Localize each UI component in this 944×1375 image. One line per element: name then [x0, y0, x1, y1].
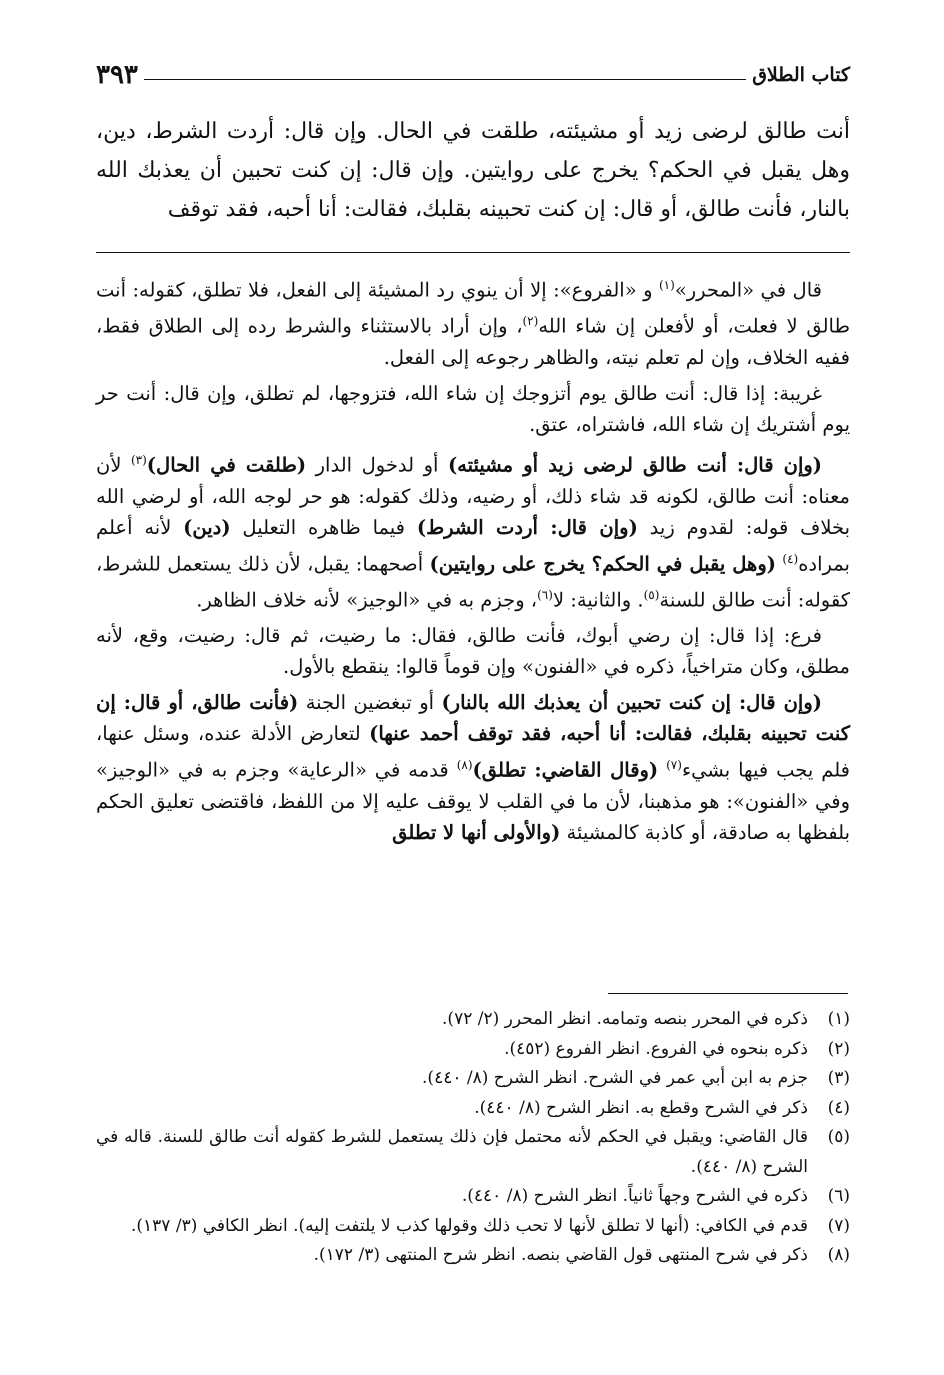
footnote-number: (٥) [827, 1127, 850, 1147]
matn-quote: (طلقت في الحال) [146, 453, 307, 476]
commentary-text: أو تبغضين الجنة [298, 690, 442, 714]
footnote-ref: (٨) [456, 757, 473, 772]
commentary-text: أو لدخول الدار [306, 453, 448, 476]
commentary-paragraph [96, 620, 850, 683]
matn-quote: (وإن قال: إن كنت تحبين أن يعذبك الله بالنار) [441, 690, 822, 714]
footnote [96, 1123, 850, 1182]
matn-quote: (وهل يقبل في الحكم؟ يخرج على روايتين) [429, 552, 776, 575]
commentary-text: ، وإن أراد بالاستثناء والشرط رده إلى الطلاق فقط، ففيه الخلاف، وإن لم تعلم نيته، والظاهر رجوعه إلى الفعل. [96, 314, 850, 369]
footnote-number: (٣) [827, 1068, 850, 1088]
footnote [96, 1094, 850, 1124]
footnote-ref: (٦) [537, 587, 553, 602]
commentary-paragraph [96, 687, 850, 849]
commentary-text [658, 758, 666, 781]
commentary-paragraph [96, 378, 850, 441]
footnote [96, 1035, 850, 1065]
commentary [96, 270, 850, 853]
matn-quote: (فأنت طالق، أو قال: إن كنت تحبينه بقلبك، فقالت: أنا أحبه، فقد توقف أحمد عنها) [96, 690, 850, 745]
matn-separator [96, 252, 850, 253]
matn-quote: (والأولى أنها لا تطلق [392, 821, 561, 844]
footnote-text: ذكر في الشرح وقطع به. انظر الشرح (٨/ ٤٤٠). [474, 1097, 808, 1118]
footnote-text: جزم به ابن أبي عمر في الشرح. انظر الشرح (٨/ ٤٤٠). [422, 1068, 808, 1088]
header-rule [144, 79, 746, 80]
footnote-number: (٢) [827, 1038, 850, 1059]
footnote-ref: (١) [658, 278, 675, 292]
commentary-text: قدمه في «الرعاية» وجزم به في «الوجيز» وفي «الفنون»: هو مذهبنا، لأن ما في القلب لا يوقف عليه إلا من اللفظ، فاقتضى تعليق الحكم بلفظها به صادقة، أو كاذبة كالمشيئة [96, 758, 850, 844]
commentary-text: و «الفروع»: إلا أن ينوي رد المشيئة إلى الفعل، فلا تطلق، كقوله: أنت طالق لا فعلت، أو لأفعلن إن شاء الله [96, 278, 850, 338]
page-header [96, 50, 850, 90]
footnote-number: (٤) [827, 1097, 850, 1118]
matn-quote: (دين) [183, 516, 231, 539]
commentary-text: فيما ظاهره التعليل [230, 516, 417, 539]
commentary-text: ، وجزم به في «الوجيز» لأنه خلاف الظاهر. [196, 588, 538, 611]
commentary-text: أصحهما: يقبل، لأن ذلك يستعمل للشرط، كقوله: أنت طالق للسنة [96, 552, 850, 611]
commentary-text: قال في «المحرر» [674, 278, 822, 302]
commentary-text: لتعارض الأدلة عنده، وسئل عنها، فلم يجب فيها بشيء [96, 722, 851, 781]
page-number: ٣٩٣ [96, 60, 138, 90]
footnote-number: (٧) [827, 1215, 850, 1236]
footnote-text: ذكر في شرح المنتهى قول القاضي بنصه. انظر شرح المنتهى (٣/ ١٧٢). [313, 1245, 808, 1265]
footnote [96, 1182, 850, 1212]
matn-quote: (وإن قال: أردت الشرط) [416, 516, 638, 539]
commentary-paragraph [96, 270, 850, 374]
footnote-ref: (٢) [522, 314, 539, 328]
footnote-text: ذكره في الشرح وجهاً ثانياً. انظر الشرح (٨/ ٤٤٠). [461, 1186, 808, 1206]
book-title: كتاب الطلاق [752, 64, 850, 86]
footnote-text: قدم في الكافي: (أنها لا تطلق لأنها لا تحب ذلك وقولها كذب لا يلتفت إليه). انظر الكافي (٣/ ١٣٧). [130, 1215, 808, 1236]
footnote [96, 1241, 850, 1271]
footnote-ref: (٧) [666, 757, 682, 772]
matn-quote: (وقال القاضي: تطلق) [472, 758, 659, 781]
commentary-text: غريبة: إذا قال: أنت طالق يوم أتزوجك إن شاء الله، فتزوجها، لم تطلق، وإن قال: أنت حر يوم أشتريك إن شاء الله، فاشتراه، عتق. [96, 381, 850, 436]
matn-text: أنت طالق لرضى زيد أو مشيئته، طلقت في الحال. وإن قال: أردت الشرط، دين، وهل يقبل في الحكم؟ يخرج على روايتين. وإن قال: إن كنت تحبين أن يعذبك الله بالنار، فأنت طالق، أو قال: إن كنت تحبينه بقلبك، فقالت: أنا أحبه، فقد توقف [96, 119, 850, 222]
footnotes [96, 1005, 850, 1271]
footnote-ref: (٤) [782, 551, 799, 566]
commentary-text: لأن معناه: أنت طالق، لكونه قد شاء ذلك، أو رضيه، وذلك كقوله: هو حر لوجه الله، أو لرضي الله بخلاف قوله: لقدوم زيد [96, 453, 851, 539]
footnote-ref: (٥) [643, 587, 660, 602]
commentary-text: لأنه أعلم بمراده [96, 516, 850, 575]
footnote-ref: (٣) [130, 452, 147, 467]
footnote-number: (١) [827, 1009, 850, 1029]
commentary-text: . والثانية: لا [552, 588, 644, 611]
footnote [96, 1212, 850, 1242]
footnote [96, 1005, 850, 1035]
footnote-text: ذكره بنحوه في الفروع. انظر الفروع (٤٥٢). [504, 1038, 808, 1059]
commentary-paragraph [96, 445, 850, 616]
footnote [96, 1064, 850, 1094]
commentary-text: فرع: إذا قال: إن رضي أبوك، فأنت طالق، فقال: ما رضيت، ثم قال: رضيت، وقع، لأنه مطلق، وكان متراخياً، ذكره في «الفنون» وإن قوماً قالوا: ينقطع بالأول. [96, 623, 850, 678]
footnote-number: (٦) [827, 1186, 850, 1206]
footnote-separator [608, 993, 848, 994]
footnote-text: قال القاضي: ويقبل في الحكم لأنه محتمل فإن ذلك يستعمل للشرط كقوله أنت طالق للسنة. قاله في الشرح (٨/ ٤٤٠). [96, 1127, 808, 1177]
footnote-number: (٨) [827, 1245, 850, 1265]
footnote-text: ذكره في المحرر بنصه وتمامه. انظر المحرر (٢/ ٧٢). [442, 1009, 808, 1029]
matn-quote: (وإن قال: أنت طالق لرضى زيد أو مشيئته) [447, 453, 823, 476]
